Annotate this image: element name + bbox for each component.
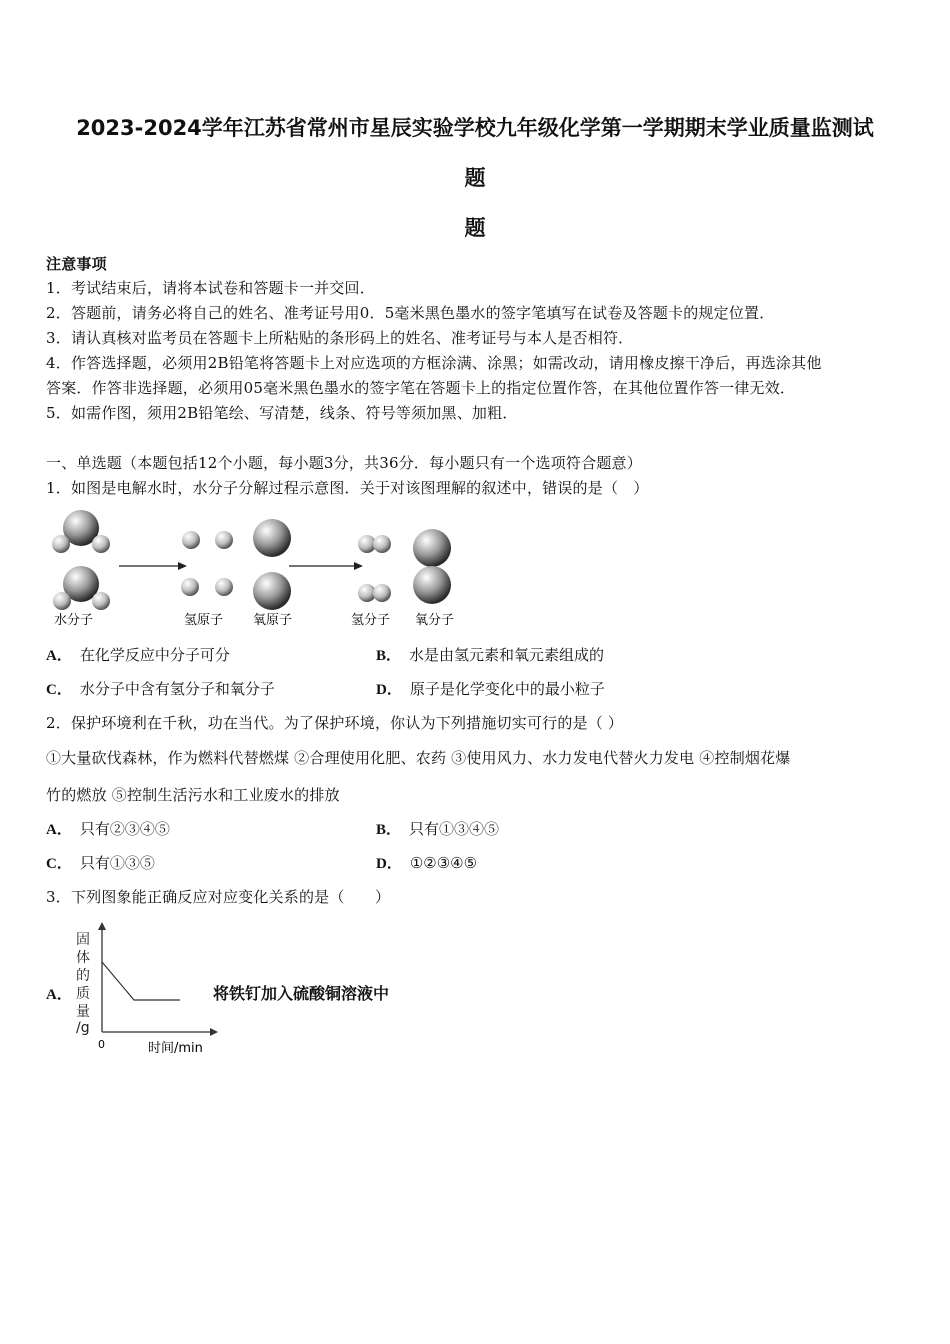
hydrogen-molecule-icon [358, 535, 391, 602]
question-2-stem: 2．保护环境利在千秋，功在当代。为了保护环境，你认为下列措施切实可行的是（ ） [46, 714, 624, 732]
section-heading: 一、单选题（本题包括12个小题，每小题3分，共36分．每小题只有一个选项符合题意） [46, 454, 642, 472]
notice-item: 5．如需作图，须用2B铅笔绘、写清楚，线条、符号等须加黑、加粗． [46, 404, 518, 422]
q1-option-c[interactable] [46, 678, 275, 699]
oxygen-atom-icon [253, 519, 291, 610]
oxygen-molecule-icon [413, 529, 451, 604]
label-hydrogen-molecule: 氢分子 [351, 613, 391, 628]
y-axis-arrow-icon [98, 922, 106, 930]
option-letter: D． [376, 856, 402, 872]
notice-heading: 注意事项 [46, 255, 107, 273]
option-letter: A． [46, 822, 72, 838]
q3-option-a-letter[interactable]: A． [46, 987, 72, 1003]
notice-item: 4．作答选择题，必须用2B铅笔将答题卡上对应选项的方框涂满、涂黑；如需改动，请用橡皮擦干净后，再选涂其他 [46, 354, 822, 372]
q3-option-a-text: 将铁钉加入硫酸铜溶液中 [213, 984, 390, 1003]
notice-item: 3．请认真核对监考员在答题卡上所粘贴的条形码上的姓名、准考证号与本人是否相符． [46, 329, 634, 347]
mass-curve [102, 962, 180, 1000]
y-label-char: 体 [76, 950, 90, 966]
option-text: 只有①③⑤ [79, 854, 155, 872]
q1-option-b[interactable] [376, 644, 604, 665]
q2-option-d[interactable] [376, 852, 477, 873]
label-oxygen-atom: 氧原子 [253, 613, 293, 628]
label-water-molecule: 水分子 [54, 613, 94, 628]
y-label-char: 的 [76, 968, 90, 984]
q2-option-a[interactable] [46, 818, 170, 839]
q1-option-d[interactable] [376, 678, 605, 699]
option-letter: B． [376, 822, 402, 838]
exam-title-line1: 2023-2024学年江苏省常州市星辰实验学校九年级化学第一学期期末学业质量监测试 [76, 116, 874, 140]
label-oxygen-molecule: 氧分子 [415, 613, 455, 628]
y-label-char: /g [76, 1020, 90, 1036]
x-axis-arrow-icon [210, 1028, 218, 1036]
option-text: ①②③④⑤ [409, 854, 478, 872]
q3-option-a-graph [62, 920, 222, 1060]
notice-item: 答案．作答非选择题，必须用05毫米黑色墨水的签字笔在答题卡上的指定位置作答，在其他位置作答一律无效． [46, 379, 796, 397]
y-label-char: 量 [76, 1004, 90, 1020]
arrow-right-icon [119, 562, 187, 570]
origin-label: 0 [98, 1038, 105, 1051]
q2-option-c[interactable] [46, 852, 155, 873]
option-text: 在化学反应中分子可分 [79, 646, 230, 664]
option-letter: A． [46, 648, 72, 664]
notice-item: 2．答题前，请务必将自己的姓名、准考证号用0．5毫米黑色墨水的签字笔填写在试卷及答题卡的规定位置． [46, 304, 775, 322]
hydrogen-atom-icon [181, 531, 233, 596]
y-label-char: 固 [76, 932, 90, 948]
option-text: 水是由氢元素和氧元素组成的 [409, 646, 605, 664]
q1-option-a[interactable] [46, 644, 230, 665]
question-1-stem: 1．如图是电解水时，水分子分解过程示意图．关于对该图理解的叙述中，错误的是（ ） [46, 479, 649, 497]
option-text: 水分子中含有氢分子和氧分子 [79, 680, 275, 698]
x-axis-label: 时间/min [148, 1041, 203, 1056]
arrow-right-icon [289, 562, 363, 570]
question-2-measures: ①大量砍伐森林，作为燃料代替燃煤 ②合理使用化肥、农药 ③使用风力、水力发电代替火力发电 ④控制烟花爆 [46, 749, 791, 767]
exam-title-line3: 题 [464, 216, 486, 240]
q2-option-b[interactable] [376, 818, 499, 839]
water-electrolysis-diagram [44, 502, 474, 632]
notice-item: 1．考试结束后，请将本试卷和答题卡一并交回． [46, 279, 375, 297]
question-3-stem: 3．下列图象能正确反应对应变化关系的是（ ） [46, 888, 391, 906]
y-label-char: 质 [76, 986, 90, 1002]
water-molecule-icon [52, 510, 110, 610]
option-text: 只有②③④⑤ [79, 820, 170, 838]
option-letter: C． [46, 856, 72, 872]
question-2-measures-cont: 竹的燃放 ⑤控制生活污水和工业废水的排放 [46, 786, 340, 804]
exam-title-line2: 题 [464, 166, 486, 190]
option-letter: D． [376, 682, 402, 698]
label-hydrogen-atom: 氢原子 [184, 613, 224, 628]
option-text: 原子是化学变化中的最小粒子 [409, 680, 605, 698]
y-axis-label [76, 932, 94, 1036]
option-letter: C． [46, 682, 72, 698]
option-text: 只有①③④⑤ [409, 820, 500, 838]
option-letter: B． [376, 648, 402, 664]
